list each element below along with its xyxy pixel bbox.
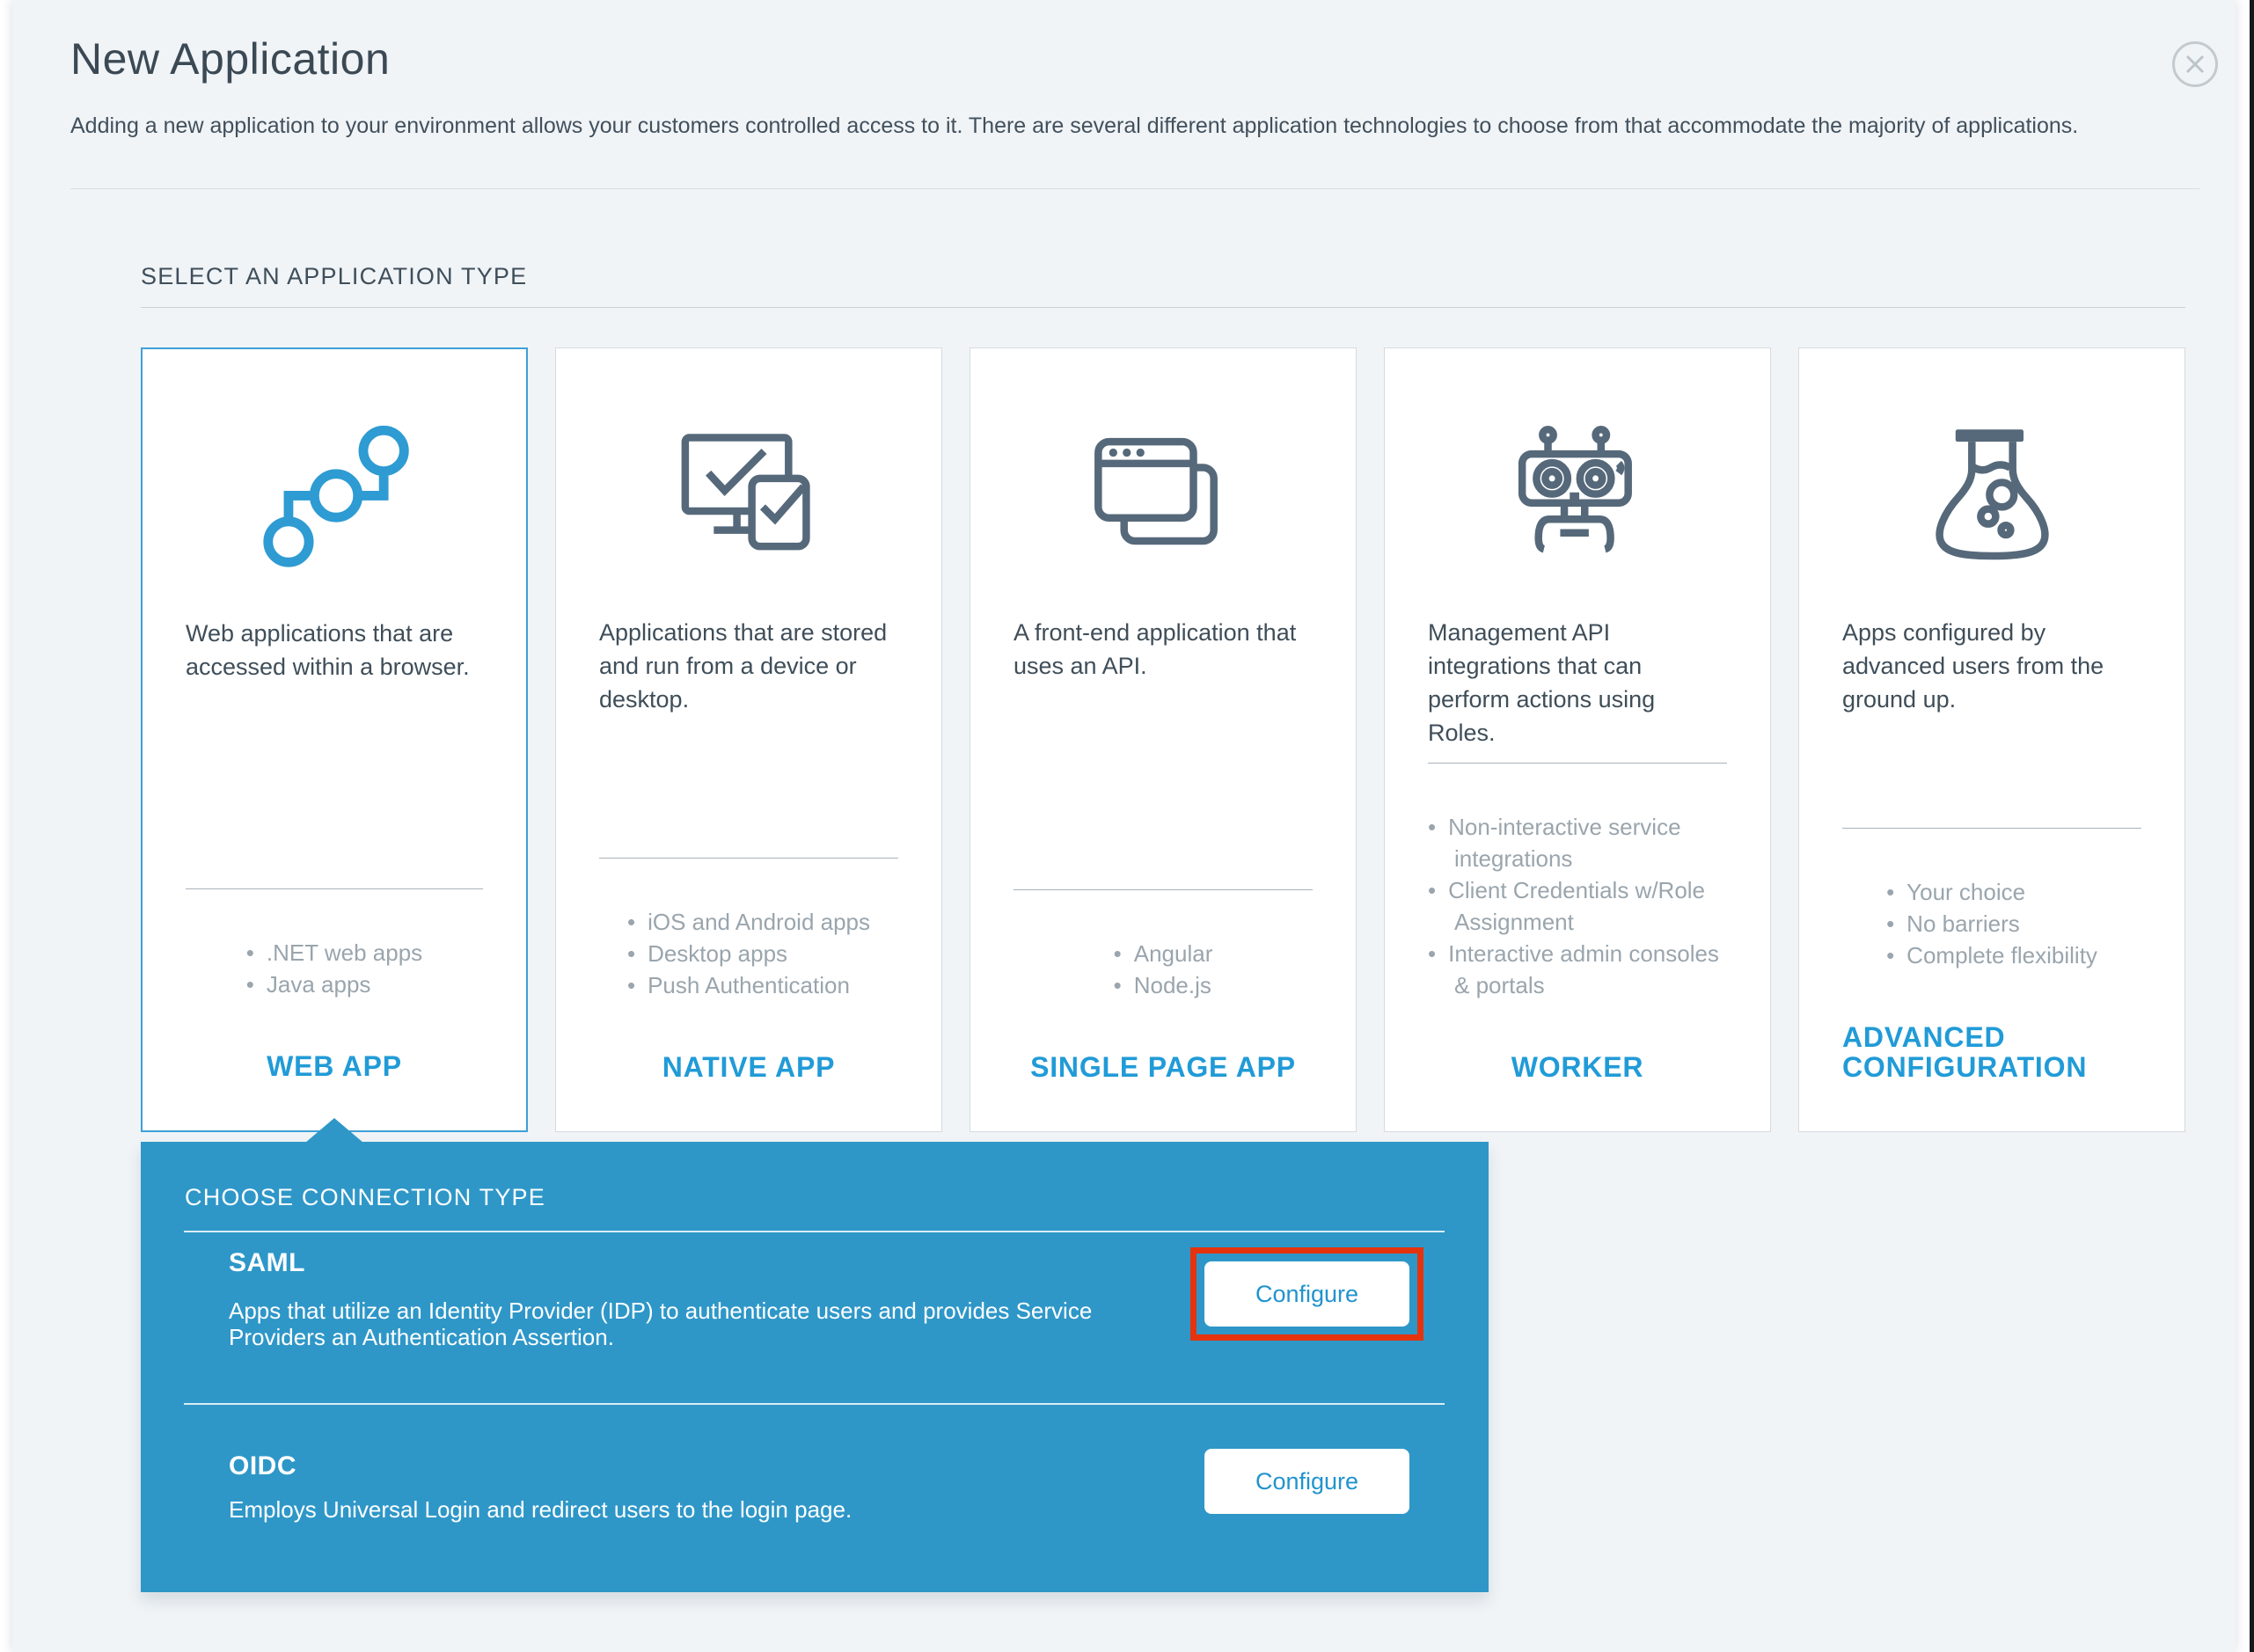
- annotation-highlight-box: [1190, 1247, 1423, 1341]
- row-text: [229, 1232, 1190, 1350]
- card-divider: [1842, 828, 2141, 829]
- card-footer: [599, 858, 898, 1082]
- bullet-item: • iOS and Android apps: [627, 906, 870, 938]
- modal-header: [12, 0, 2236, 189]
- card-native-app[interactable]: [555, 347, 942, 1132]
- robot-icon: [1428, 417, 1727, 575]
- close-icon: [2184, 53, 2206, 76]
- bullet-item: • Angular: [1114, 938, 1213, 969]
- card-label: NATIVE APP: [662, 1051, 836, 1083]
- bullet-item: • Client Credentials w/Role Assignment: [1428, 874, 1727, 938]
- panel-caret-up: [305, 1118, 363, 1143]
- connection-row-saml: [141, 1232, 1489, 1384]
- bullet-item: • Non-interactive service integrations: [1428, 811, 1727, 874]
- row-text: [229, 1405, 852, 1523]
- bullet-item: • No barriers: [1886, 908, 2097, 939]
- configure-saml-button[interactable]: Configure: [1204, 1261, 1409, 1327]
- bullet-item: • Node.js: [1114, 969, 1213, 1001]
- bullet-item: • Desktop apps: [627, 938, 870, 969]
- card-footer: [186, 888, 483, 1081]
- connection-description: Apps that utilize an Identity Provider (IDP) to authenticate users and provides Service Providers an Authentication Assertion.: [229, 1297, 1093, 1350]
- header-divider: [70, 188, 2199, 189]
- configure-oidc-button[interactable]: Configure: [1204, 1449, 1409, 1514]
- card-bullets: [627, 906, 870, 1001]
- connection-title: SAML: [229, 1248, 305, 1277]
- application-type-section: [12, 263, 2236, 1592]
- card-web-app[interactable]: [141, 347, 528, 1132]
- connection-row-oidc: [141, 1405, 1489, 1556]
- flask-icon: [1842, 417, 2141, 575]
- page-title: New Application: [70, 34, 391, 84]
- button-zone: [1190, 1232, 1409, 1341]
- screen-right-edge: [2250, 0, 2254, 1652]
- panel-heading: CHOOSE CONNECTION TYPE: [185, 1184, 545, 1210]
- flow-nodes-icon: [186, 418, 483, 576]
- connection-description: Employs Universal Login and redirect users to the login page.: [229, 1496, 853, 1523]
- card-bullets: [1114, 938, 1213, 1001]
- card-single-page-app[interactable]: [970, 347, 1357, 1132]
- bullet-item: • Your choice: [1886, 876, 2097, 908]
- modal-subtitle: Adding a new application to your environment allows your customers controlled access to it. There are several different application technologies to choose from that accommodate the majority of applications.: [70, 113, 2079, 138]
- browser-windows-icon: [1014, 417, 1313, 575]
- card-footer: [1014, 889, 1313, 1082]
- card-description: Applications that are stored and run from a device or desktop.: [599, 619, 888, 713]
- devices-check-icon: [599, 417, 898, 575]
- card-divider: [186, 888, 483, 889]
- card-description: Apps configured by advanced users from the ground up.: [1842, 619, 2104, 713]
- bullet-item: • Complete flexibility: [1886, 939, 2097, 971]
- card-description: A front-end application that uses an API.: [1014, 619, 1297, 679]
- application-type-cards: [141, 347, 2236, 1132]
- bullet-item: • Interactive admin consoles & portals: [1428, 938, 1727, 1001]
- bullet-item: • Java apps: [246, 969, 422, 1000]
- new-application-modal: [12, 0, 2236, 1652]
- connection-title: OIDC: [229, 1451, 296, 1480]
- section-heading: SELECT AN APPLICATION TYPE: [141, 263, 2185, 308]
- card-label: WEB APP: [267, 1050, 402, 1082]
- bullet-item: • Push Authentication: [627, 969, 870, 1001]
- card-advanced-configuration[interactable]: [1798, 347, 2185, 1132]
- bullet-item: • .NET web apps: [246, 937, 422, 969]
- card-description: Web applications that are accessed within a browser.: [186, 620, 470, 680]
- card-bullets: [246, 937, 422, 1000]
- card-footer: [1428, 763, 1727, 1082]
- card-label: SINGLE PAGE APP: [1030, 1051, 1296, 1083]
- card-bullets: [1428, 811, 1727, 1001]
- close-button[interactable]: [2172, 41, 2218, 87]
- card-label: WORKER: [1511, 1051, 1644, 1083]
- card-footer: [1842, 828, 2141, 1082]
- button-zone: [1204, 1405, 1409, 1514]
- card-divider: [1428, 763, 1727, 764]
- connection-type-panel: [141, 1142, 1489, 1592]
- card-description: Management API integrations that can perform actions using Roles.: [1428, 619, 1656, 746]
- card-label: ADVANCED CONFIGURATION: [1842, 1021, 2088, 1083]
- card-worker[interactable]: [1384, 347, 1771, 1132]
- card-bullets: [1886, 876, 2097, 971]
- card-divider: [1014, 889, 1313, 890]
- card-divider: [599, 858, 898, 859]
